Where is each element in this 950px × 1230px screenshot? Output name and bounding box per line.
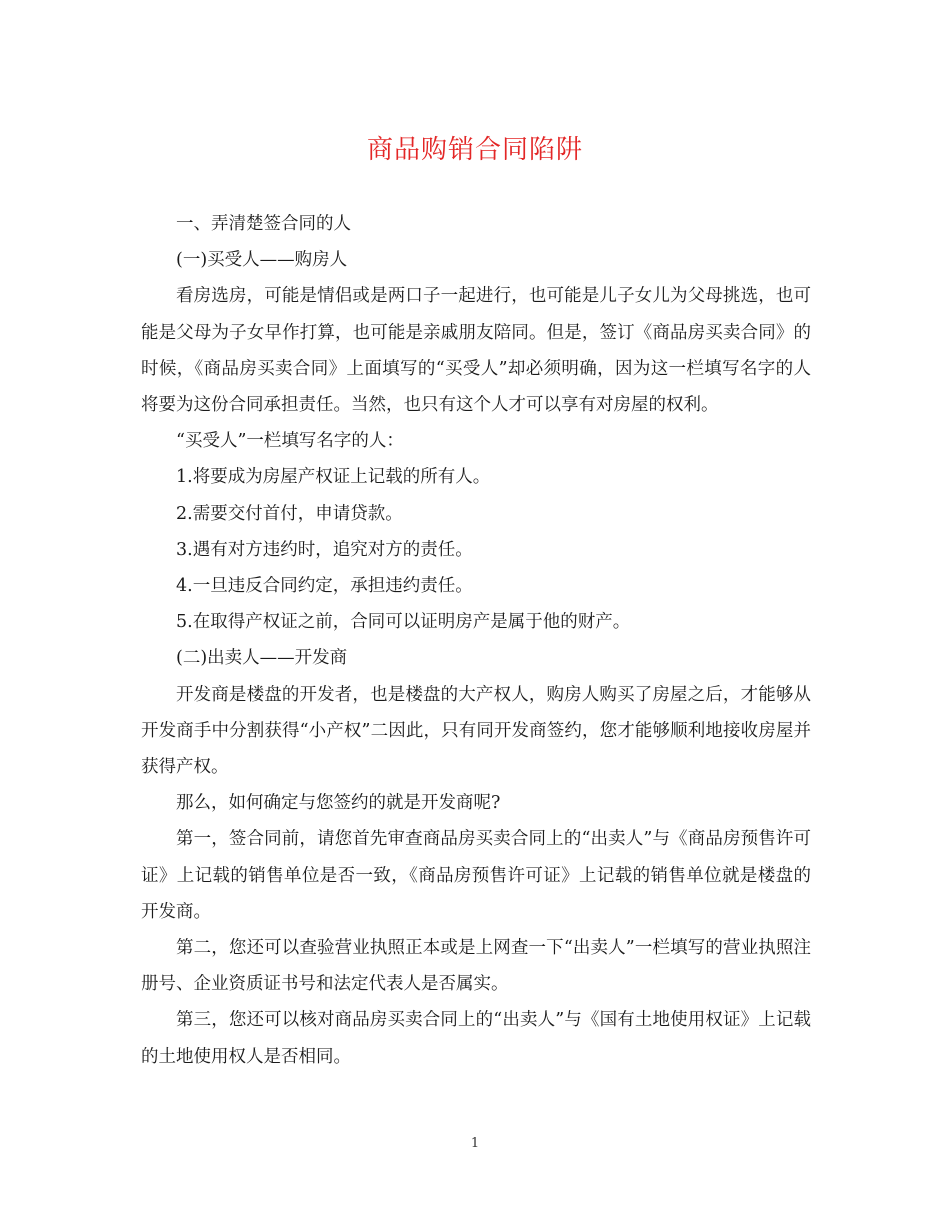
paragraph: 第一，签合同前，请您首先审查商品房买卖合同上的“出卖人”与《商品房预售许可证》上记载的销售单位是否一致，《商品房预售许可证》上记载的销售单位就是楼盘的开发商。 bbox=[141, 829, 811, 922]
section-heading: 一、弄清楚签合同的人 bbox=[176, 214, 351, 234]
list-item: 4.一旦违反合同约定，承担违约责任。 bbox=[176, 576, 473, 597]
document-body bbox=[141, 206, 811, 1075]
paragraph: 开发商是楼盘的开发者，也是楼盘的大产权人，购房人购买了房屋之后，才能够从开发商手中分割获得“小产权”二因此，只有同开发商签约，您才能够顺利地接收房屋并获得产权。 bbox=[141, 684, 811, 778]
paragraph: 第二，您还可以查验营业执照正本或是上网查一下“出卖人”一栏填写的营业执照注册号、企业资质证书号和法定代表人是否属实。 bbox=[141, 938, 811, 995]
subsection-heading: (二)出卖人——开发商 bbox=[176, 648, 348, 669]
page-number: 1 bbox=[470, 1136, 480, 1151]
list-item: 2.需要交付首付，申请贷款。 bbox=[176, 503, 403, 524]
subsection-heading: (一)买受人——购房人 bbox=[176, 250, 348, 271]
list-item: 1.将要成为房屋产权证上记载的所有人。 bbox=[176, 467, 491, 488]
paragraph: 看房选房，可能是情侣或是两口子一起进行，也可能是儿子女儿为父母挑选，也可能是父母为子女早作打算，也可能是亲戚朋友陪同。但是，签订《商品房买卖合同》的时候，《商品房买卖合同》上面填写的“买受人”却必须明确，因为这一栏填写名字的人将要为这份合同承担责任。当然，也只有这个人才可以享有对房屋的权利。 bbox=[141, 286, 811, 416]
list-item: 3.遇有对方违约时，追究对方的责任。 bbox=[176, 539, 473, 560]
paragraph: 那么，如何确定与您签约的就是开发商呢? bbox=[176, 793, 501, 814]
list-item: 5.在取得产权证之前，合同可以证明房产是属于他的财产。 bbox=[176, 612, 631, 633]
document-title: 商品购销合同陷阱 bbox=[366, 135, 583, 165]
paragraph: “买受人”一栏填写名字的人： bbox=[176, 431, 404, 452]
paragraph: 第三，您还可以核对商品房买卖合同上的“出卖人”与《国有土地使用权证》上记载的土地使用权人是否相同。 bbox=[141, 1010, 811, 1067]
